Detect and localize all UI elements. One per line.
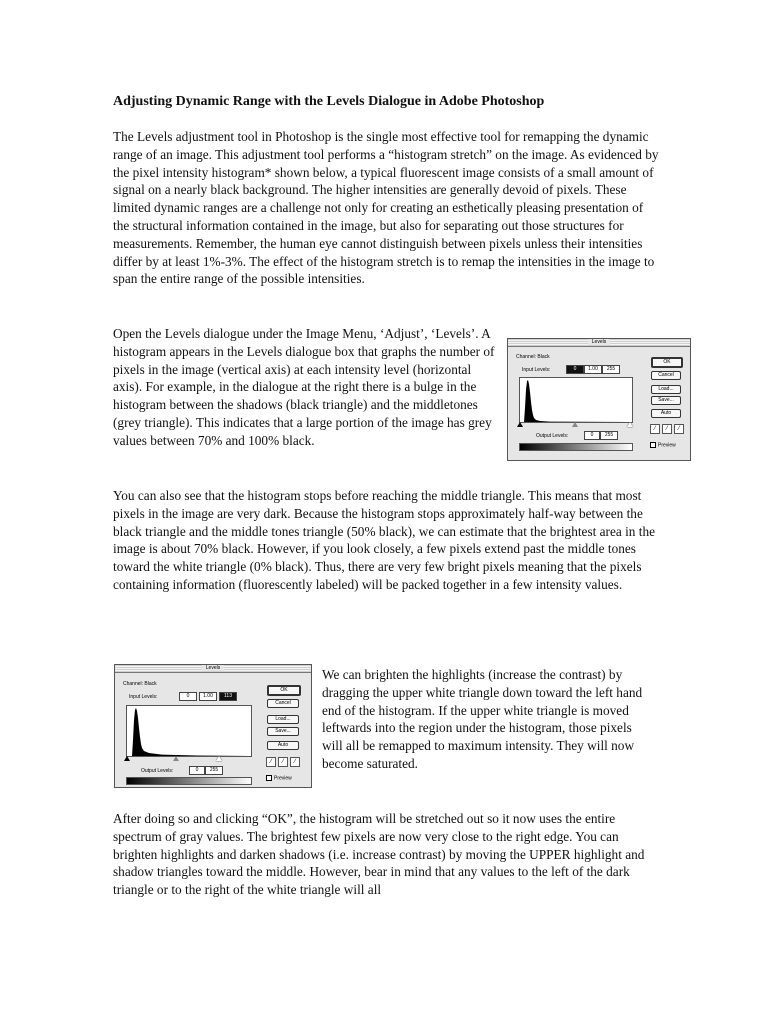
preview-checkbox[interactable] — [650, 442, 676, 448]
input-levels-label: Input Levels: — [129, 694, 158, 700]
histogram-curve — [524, 380, 632, 422]
preview-checkbox[interactable] — [266, 775, 292, 781]
eyedropper-group — [650, 424, 684, 434]
ok-button[interactable]: OK — [267, 685, 301, 696]
white-eyedropper-icon[interactable]: ⁄ — [290, 757, 300, 767]
levels-dialog-screenshot-2 — [114, 664, 312, 788]
input-level-white[interactable]: 255 — [602, 365, 620, 374]
ok-button[interactable]: OK — [651, 357, 683, 368]
output-gradient-bar — [519, 443, 633, 451]
histogram-graph — [127, 706, 251, 756]
output-level-black[interactable]: 0 — [189, 766, 205, 775]
histogram — [126, 705, 252, 757]
checkbox-box[interactable] — [650, 442, 656, 448]
dialog-title-bar — [115, 665, 311, 673]
input-level-white[interactable]: 113 — [219, 692, 237, 701]
input-levels-label: Input Levels: — [522, 367, 551, 373]
grey-eyedropper-icon[interactable]: ⁄ — [662, 424, 672, 434]
output-gradient-bar — [126, 777, 252, 785]
black-point-triangle[interactable] — [517, 422, 523, 427]
channel-label: Channel: Black — [123, 681, 157, 687]
channel-label: Channel: Black — [516, 354, 550, 360]
document-title: Adjusting Dynamic Range with the Levels Dialogue in Adobe Photoshop — [113, 94, 545, 109]
checkbox-box[interactable] — [266, 775, 272, 781]
paragraph-after-ok: After doing so and clicking “OK”, the histogram will be stretched out so it now uses the entire spectrum of gray values. The brightest few pixels are now very close to the right edge. You can brighten highlights and darken shadows (i.e. increase contrast) by moving the UPPER highlight and shadow triangles toward the middle. However, bear in mind that any values to the left of the dark triangle or to the right of the white triangle will all — [113, 811, 645, 898]
save-button[interactable]: Save... — [267, 727, 299, 736]
input-level-gamma[interactable]: 1.00 — [199, 692, 217, 701]
cancel-button[interactable]: Cancel — [267, 699, 299, 708]
output-level-black[interactable]: 0 — [584, 431, 600, 440]
input-level-black[interactable]: 0 — [566, 365, 584, 374]
dialog-title-bar — [508, 339, 690, 347]
histogram — [519, 377, 633, 423]
paragraph-open-levels: Open the Levels dialogue under the Image Menu, ‘Adjust’, ‘Levels’. A histogram appears in the Levels dialogue box that graphs the number of pixels in the image (vertical axis) at each intensity level (horizontal axis). For example, in the dialogue at the right there is a bulge in the histogram between the shadows (black triangle) and the middletones (grey triangle). This indicates that a large portion of the image has grey values between 70% and 100% black. — [113, 326, 495, 448]
load-button[interactable]: Load... — [651, 385, 681, 394]
output-level-white[interactable]: 255 — [205, 766, 223, 775]
midtone-triangle[interactable] — [173, 756, 179, 761]
auto-button[interactable]: Auto — [267, 741, 299, 750]
midtone-triangle[interactable] — [572, 422, 578, 427]
black-point-triangle[interactable] — [124, 756, 130, 761]
paragraph-brighten-highlights: We can brighten the highlights (increase the contrast) by dragging the upper white triangle down toward the left hand end of the histogram. If the upper white triangle is moved leftwards into the region under the histogram, those pixels will all be remapped to maximum intensity. They will now become saturated. — [322, 667, 643, 771]
white-point-triangle[interactable] — [627, 422, 633, 427]
dialog-title: Levels — [588, 339, 610, 345]
auto-button[interactable]: Auto — [651, 409, 681, 418]
input-level-black[interactable]: 0 — [179, 692, 197, 701]
white-eyedropper-icon[interactable]: ⁄ — [674, 424, 684, 434]
save-button[interactable]: Save... — [651, 396, 681, 405]
output-level-white[interactable]: 255 — [600, 431, 618, 440]
paragraph-intro: The Levels adjustment tool in Photoshop is the single most effective tool for remapping the dynamic range of an image. This adjustment tool performs a “histogram stretch” on the image. As evidenced by the pixel intensity histogram* shown below, a typical fluorescent image consists of a small amount of signal on a nearly black background. The higher intensities are generally devoid of pixels. These limited dynamic ranges are a challenge not only for creating an esthetically pleasing presentation of the structural information contained in the image, but also for separating out those structures for measurements. Remember, the human eye cannot distinguish between pixels unless their intensities differ by at least 1%-3%. The effect of the histogram stretch is to remap the intensities in the image to span the entire range of the possible intensities. — [113, 129, 659, 287]
eyedropper-group — [266, 757, 300, 767]
histogram-graph — [520, 378, 632, 422]
dialog-title: Levels — [202, 665, 224, 671]
white-point-triangle[interactable] — [216, 756, 222, 761]
load-button[interactable]: Load... — [267, 715, 299, 724]
black-eyedropper-icon[interactable]: ⁄ — [650, 424, 660, 434]
cancel-button[interactable]: Cancel — [651, 371, 681, 380]
grey-eyedropper-icon[interactable]: ⁄ — [278, 757, 288, 767]
histogram-curve — [132, 708, 251, 756]
output-levels-label: Output Levels: — [536, 433, 569, 439]
paragraph-histogram-analysis: You can also see that the histogram stops before reaching the middle triangle. This means that most pixels in the image are very dark. Because the histogram stops approximately half-way between the black triangle and the middle tones triangle (50% black), we can estimate that the brightest area in the image is about 70% black. However, if you look closely, a few pixels extend past the middle tones toward the white triangle (0% black). Thus, there are very few bright pixels meaning that the pixels containing information (fluorescently labeled) will be packed together in a few intensity values. — [113, 488, 656, 592]
black-eyedropper-icon[interactable]: ⁄ — [266, 757, 276, 767]
input-level-gamma[interactable]: 1.00 — [584, 365, 602, 374]
levels-dialog-screenshot-1 — [507, 338, 691, 461]
output-levels-label: Output Levels: — [141, 768, 174, 774]
preview-label: Preview — [658, 442, 676, 449]
preview-label: Preview — [274, 775, 292, 782]
